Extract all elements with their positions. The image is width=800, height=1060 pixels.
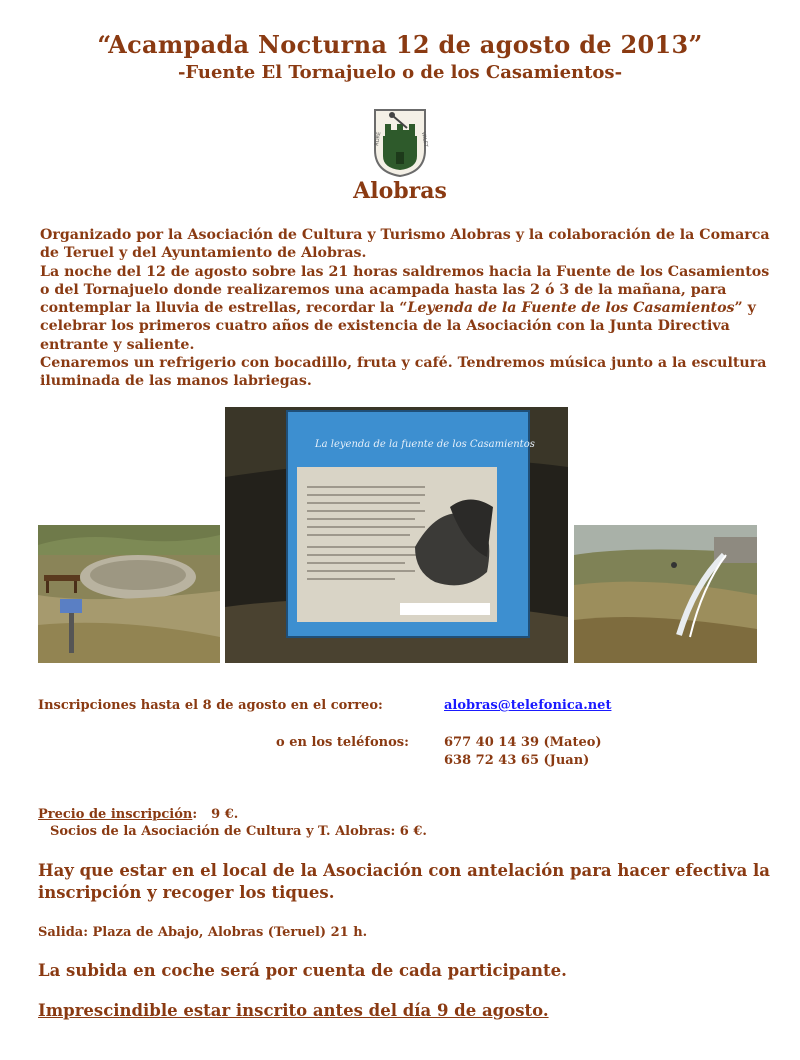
page-title: “Acampada Nocturna 12 de agosto de 2013” (97, 30, 703, 59)
phone-mateo: 677 40 14 39 (Mateo) (444, 735, 602, 750)
spring-spout-photo (574, 525, 757, 663)
intro-text (40, 226, 770, 391)
svg-text:RORE: RORE (374, 131, 383, 147)
coat-of-arms-logo (371, 106, 429, 178)
plan-text-start: La noche del 12 de agosto sobre las 21 horas saldremos hacia la Fuente de los Casamientos o del Tornajuelo donde realizaremos una acampada hasta las 2 ó 3 de la mañana, para contemplar la lluvia de estrellas, recordar la “ (40, 263, 770, 317)
registration-deadline: Imprescindible estar inscrito antes del día 9 de agosto. (38, 1001, 549, 1020)
intro-paragraph-plan (40, 263, 770, 354)
departure-info: Salida: Plaza de Abajo, Alobras (Teruel) 21 h. (38, 925, 368, 940)
page-subtitle: -Fuente El Tornajuelo o de los Casamientos- (177, 62, 623, 83)
phone-juan: 638 72 43 65 (Juan) (444, 753, 590, 768)
price-label: Precio de inscripción (38, 807, 193, 822)
intro-paragraph-dinner: Cenaremos un refrigerio con bocadillo, fruta y café. Tendremos música junto a la escultura iluminada de las manos labriegas. (40, 355, 767, 390)
fountain-photo (38, 525, 220, 663)
price-value: 9 €. (211, 807, 239, 822)
transport-info: La subida en coche será por cuenta de cada participante. (38, 961, 567, 980)
intro-paragraph-organizers: Organizado por la Asociación de Cultura y Turismo Alobras y la colaboración de la Comarca de Teruel y del Ayuntamiento de Alobras. (40, 227, 770, 262)
email-link[interactable]: alobras@telefonica.net (444, 698, 612, 713)
attendance-notice: Hay que estar en el local de la Asociación con antelación para hacer efectiva la inscripción y recoger los tiques. (38, 861, 771, 902)
svg-text:VALET: VALET (420, 131, 429, 148)
plan-text-end: ” y celebrar los primeros cuatro años de existencia de la Asociación con la Junta Directiva entrante y saliente. (40, 300, 756, 353)
price-line (38, 807, 238, 822)
registration-label: Inscripciones hasta el 8 de agosto en el correo: (38, 698, 383, 713)
legend-title: Leyenda de la Fuente de los Casamientos (407, 300, 735, 317)
legend-sign-photo (225, 407, 568, 663)
sign-title: La leyenda de la fuente de los Casamientos (315, 439, 535, 450)
town-name: Alobras (353, 178, 447, 204)
price-colon: : (192, 807, 198, 822)
phones-label: o en los teléfonos: (276, 735, 409, 750)
member-price: Socios de la Asociación de Cultura y T. Alobras: 6 €. (50, 824, 427, 839)
